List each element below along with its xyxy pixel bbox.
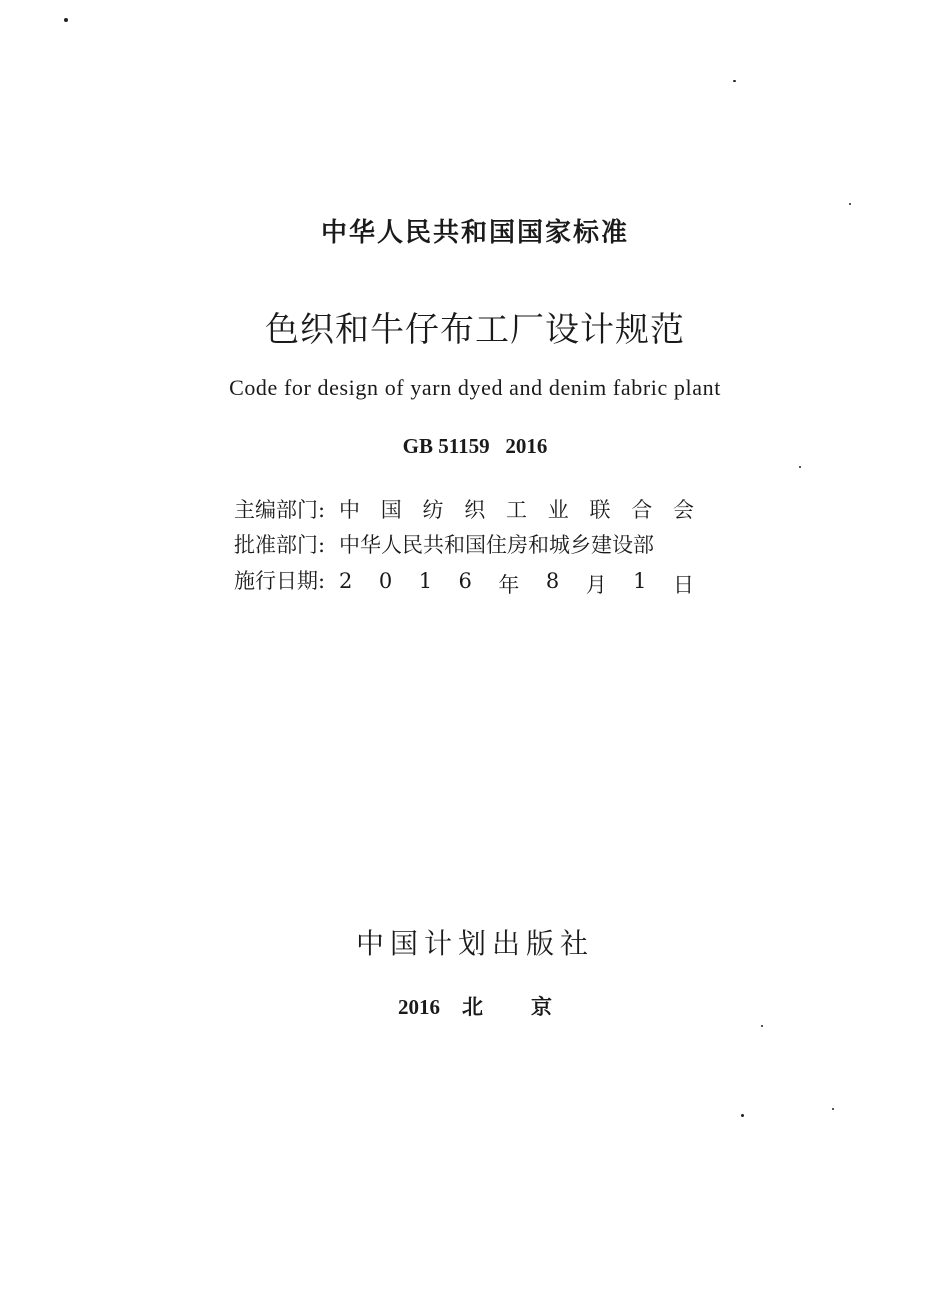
editor-char: 纺 [422,498,444,522]
document-title-english: Code for design of yarn dyed and denim fabric plant [229,375,721,400]
date-char: 2 [339,569,353,593]
date-char: 月 [585,573,607,597]
date-char: 1 [633,569,647,593]
effective-date-row [234,565,694,599]
standard-code: GB 51159 2016 [402,434,548,458]
editor-char: 织 [464,498,486,522]
editor-char: 会 [673,498,694,522]
editor-char: 联 [589,498,611,522]
publication-city-char: 北 [462,995,483,1019]
publication-year: 2016 [398,995,440,1019]
scan-speck [733,80,736,82]
effective-date-label: 施行日期: [234,569,326,593]
effective-date-value [339,569,694,599]
date-char: 8 [545,569,560,593]
editor-char: 工 [506,498,527,522]
editor-row [234,494,694,524]
editor-label: 主编部门: [234,498,326,522]
approver-row [234,529,694,559]
date-char: 1 [418,569,433,593]
editor-char: 中 [339,498,360,522]
scan-speck [761,1025,763,1027]
document-title-chinese: 色织和牛仔布工厂设计规范 [265,310,685,350]
editor-char: 业 [547,498,569,522]
publisher-name: 中国计划出版社 [355,927,594,960]
editor-value [339,494,694,524]
date-char: 日 [673,573,694,597]
scan-speck [832,1108,834,1110]
approver-value: 中华人民共和国住房和城乡建设部 [339,533,654,557]
date-char: 0 [378,569,393,593]
approver-label: 批准部门: [234,533,326,557]
publication-line [0,991,950,1021]
series-title: 中华人民共和国国家标准 [320,218,629,248]
scan-speck [849,203,851,205]
scan-speck [799,466,801,468]
scan-speck [64,18,68,22]
date-char: 6 [458,569,472,593]
date-char: 年 [498,573,520,597]
scan-speck [741,1114,744,1117]
publication-city-char: 京 [531,995,552,1019]
editor-char: 国 [380,498,402,522]
editor-char: 合 [631,498,653,522]
